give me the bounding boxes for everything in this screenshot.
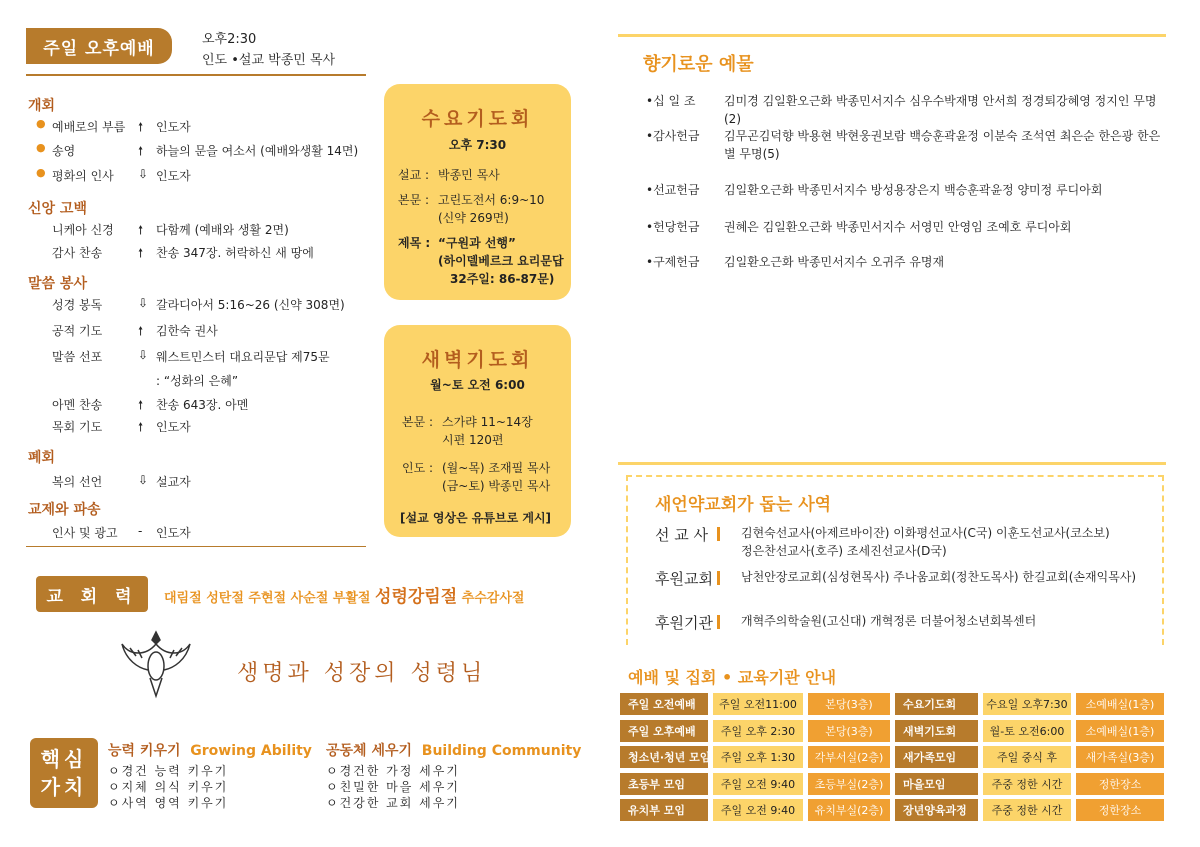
offerings-title: 향기로운 예물 (643, 54, 754, 75)
wednesday-prayer-box (384, 84, 571, 300)
schedule-cell: 마을모임 (895, 773, 978, 795)
stand-icon: 🠕 (138, 398, 144, 412)
divider (26, 74, 366, 76)
schedule-cell: 주일 오전 9:40 (713, 799, 803, 821)
schedule-cell: 주중 정한 시간 (983, 799, 1071, 821)
value: “구원과 선행” (438, 236, 516, 250)
value: 박종민 목사 (438, 168, 500, 182)
label: 본문 : (402, 415, 434, 429)
service-preacher: 인도 •설교 박종민 목사 (202, 53, 336, 68)
core-item: ㅇ경건한 가정 세우기 (326, 764, 460, 778)
stand-icon: 🠕 (138, 324, 144, 338)
label: 인도 : (402, 461, 434, 475)
core-heading: 능력 키우기 Growing Ability (108, 743, 312, 759)
video-note: [설교 영상은 유튜브로 게시] (400, 511, 552, 525)
schedule-cell: 월-토 오전6:00 (983, 720, 1071, 742)
church-calendar-tag: 교 회 력 (36, 576, 148, 612)
core-heading: 공동체 세우기 Building Community (326, 743, 582, 759)
value: (금~토) 박종민 목사 (442, 479, 551, 493)
core-item: ㅇ경건 능력 키우기 (108, 764, 229, 778)
schedule-cell: 주일 오전11:00 (713, 693, 803, 715)
value: 고린도전서 6:9~10 (438, 193, 545, 207)
section-fellowship: 교제와 파송 (28, 502, 101, 518)
section-word: 말씀 봉사 (28, 276, 87, 292)
sit-icon: ⇩ (138, 473, 149, 487)
dove-icon (116, 626, 196, 703)
sit-icon: ⇩ (138, 167, 149, 181)
schedule-cell: 본당(3층) (808, 720, 890, 742)
schedule-cell: 청소년·청년 모임 (620, 746, 708, 768)
calendar-seasons: 대림절 성탄절 주현절 사순절 부활절 성령강림절 추수감사절 (164, 587, 525, 607)
core-item: ㅇ친밀한 마을 세우기 (326, 780, 460, 794)
schedule-cell: 주일 중식 후 (983, 746, 1071, 768)
stand-icon: 🠕 (138, 420, 144, 434)
schedule-cell: 주일 오후예배 (620, 720, 708, 742)
schedule-cell: 각부서실(2층) (808, 746, 890, 768)
calendar-theme: 생명과 성장의 성령님 (237, 661, 487, 686)
schedule-cell: 초등부 모임 (620, 773, 708, 795)
schedule-cell: 주일 오전예배 (620, 693, 708, 715)
value: 스가랴 11~14장 (442, 415, 533, 429)
schedule-title: 예배 및 집회 • 교육기관 안내 (628, 668, 837, 687)
schedule-cell: 새벽기도회 (895, 720, 978, 742)
schedule-cell: 수요일 오후7:30 (983, 693, 1071, 715)
schedule-cell: 본당(3층) (808, 693, 890, 715)
schedule-cell: 새가족실(3층) (1076, 746, 1164, 768)
core-item: ㅇ지체 의식 키우기 (108, 780, 229, 794)
schedule-cell: 주일 오후 1:30 (713, 746, 803, 768)
divider (618, 34, 1166, 37)
stand-icon: 🠕 (138, 120, 144, 134)
value: (신약 269면) (438, 211, 509, 225)
schedule-cell: 초등부실(2층) (808, 773, 890, 795)
sermon-title: : “성화의 은혜” (156, 374, 239, 388)
service-title-tag: 주일 오후예배 (26, 28, 172, 64)
schedule-cell: 새가족모임 (895, 746, 978, 768)
section-confession: 신앙 고백 (28, 201, 87, 217)
schedule-cell: 소예배실(1층) (1076, 720, 1164, 742)
schedule-cell: 정한장소 (1076, 773, 1164, 795)
schedule-cell: 수요기도회 (895, 693, 978, 715)
schedule-cell: 유치부 모임 (620, 799, 708, 821)
schedule-cell: 장년양육과정 (895, 799, 978, 821)
value: (하이델베르크 요리문답 (438, 254, 564, 268)
sit-icon: ⇩ (138, 348, 149, 362)
core-item: ㅇ건강한 교회 세우기 (326, 796, 460, 810)
schedule-cell: 소예배실(1층) (1076, 693, 1164, 715)
schedule-cell: 주일 오전 9:40 (713, 773, 803, 795)
service-time: 오후2:30 (202, 32, 257, 47)
wednesday-title: 수요기도회 (421, 108, 534, 130)
schedule-cell: 유치부실(2층) (808, 799, 890, 821)
dawn-title: 새벽기도회 (421, 349, 534, 371)
schedule-cell: 주중 정한 시간 (983, 773, 1071, 795)
label: 설교 : (398, 168, 430, 182)
value: 시편 120편 (442, 433, 504, 447)
stand-icon: 🠕 (138, 223, 144, 237)
section-closing: 폐회 (28, 450, 56, 466)
mission-title: 새언약교회가 돕는 사역 (655, 495, 832, 515)
value: 32주일: 86-87문) (450, 272, 555, 286)
core-item: ㅇ사역 영역 키우기 (108, 796, 229, 810)
value: (월~목) 조재필 목사 (442, 461, 551, 475)
schedule-cell: 정한장소 (1076, 799, 1164, 821)
stand-icon: 🠕 (138, 144, 144, 158)
divider (26, 546, 366, 547)
label: 제목 : (398, 236, 431, 250)
dawn-time: 월~토 오전 6:00 (430, 378, 525, 392)
section-opening: 개회 (28, 98, 56, 114)
stand-icon: 🠕 (138, 246, 144, 260)
wednesday-time: 오후 7:30 (448, 138, 507, 152)
schedule-cell: 주일 오후 2:30 (713, 720, 803, 742)
dawn-prayer-box (384, 325, 571, 537)
divider (618, 462, 1166, 465)
label: 본문 : (398, 193, 430, 207)
core-values-tag: 핵심 가치 (30, 738, 98, 808)
sit-icon: ⇩ (138, 296, 149, 310)
